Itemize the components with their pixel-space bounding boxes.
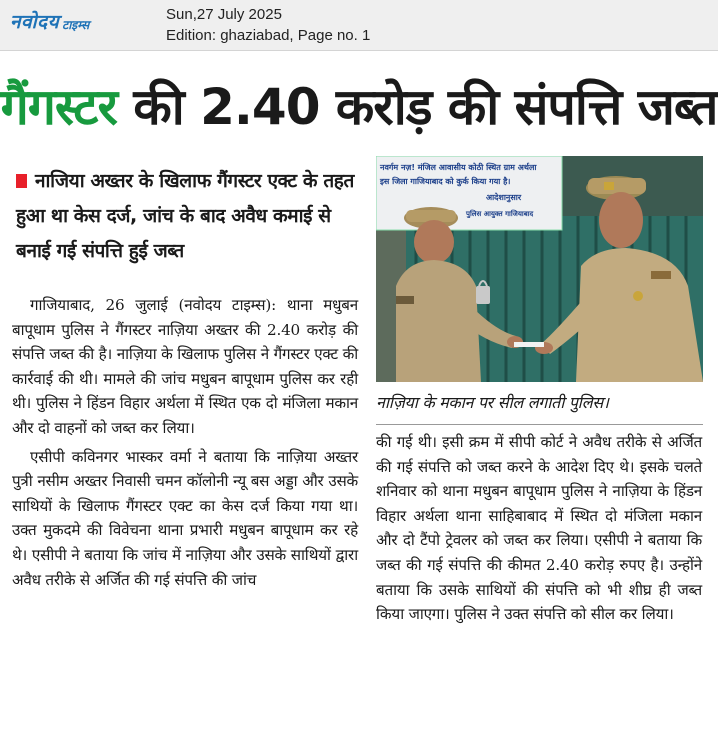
article-paragraph: एसीपी कविनगर भास्कर वर्मा ने बताया कि नाज़िया अख्तर पुत्री नसीम अख्तर निवासी चमन कॉलोनी न्यू बस अड्डा और उसके साथियों के खिलाफ गैंगस्टर एक्ट का केस दर्ज किया गया था। उक्त मुकदमे की विवेचना थाना प्रभारी मधुबन बापूधाम कर रहे थे। एसीपी ने बताया कि जांच में नाज़िया और उसके साथियों द्वारा अवैध तरीके से अर्जित की गई संपत्ति की जांच — [12, 447, 358, 589]
police-sealing-photo — [376, 156, 703, 382]
article-left-column — [12, 293, 358, 592]
edition-date: Sun,27 July 2025 — [166, 6, 282, 23]
edition-page-info: Edition: ghaziabad, Page no. 1 — [166, 27, 371, 44]
caption-divider — [376, 424, 703, 425]
notice-board-line1: नवर्गम नज़! मंजिल आवासीय कोठी स्थित ग्राम अर्थला — [380, 163, 537, 172]
article-right-column — [376, 430, 702, 627]
article-subhead — [16, 164, 354, 269]
notice-board-line2: इस जिला गाजियाबाद को कुर्क किया गया है। — [380, 177, 511, 186]
headline-rest: की 2.40 करोड़ की संपत्ति जब्त — [116, 78, 718, 136]
subhead-text: नाजिया अख्तर के खिलाफ गैंगस्टर एक्ट के तहत हुआ था केस दर्ज, जांच के बाद अवैध कमाई से बनाई गई संपत्ति हुई जब्त — [16, 170, 354, 262]
article-paragraph: की गई थी। इसी क्रम में सीपी कोर्ट ने अवैध तरीके से अर्जित की गई संपत्ति को जब्त करने के आदेश दिए थे। इसके चलते शनिवार को थाना मधुबन बापूधाम पुलिस ने नाज़िया के हिंडन विहार अर्थला थाना साहिबाबाद में स्थित दो मंजिला मकान और दो टैंपो ट्रेवलर को जब्त कर लिया। एसीपी ने बताया कि जब्त की गई संपत्ति की कीमत 2.40 करोड़ रुपए है। उन्होंने बताया कि उसके साथियों की संपत्ति को भी शीघ्र ही जब्त किया जाएगा। पुलिस ने उक्त संपत्ति को सील कर लिया। — [376, 433, 702, 624]
article-paragraph: गाजियाबाद, 26 जुलाई (नवोदय टाइम्स): थाना मधुबन बापूधाम पुलिस ने गैंगस्टर नाज़िया अख्तर की 2.40 करोड़ की संपत्ति जब्त की है। नाज़िया के खिलाफ पुलिस ने गैंगस्टर एक्ट की कार्रवाई की थी। मामले की जांच मधुबन बापूधाम पुलिस कर रही थी। पुलिस ने हिंडन विहार अर्थला में स्थित एक दो मंजिला मकान और दो वाहनों को जब्त कर लिया। — [12, 296, 358, 437]
subhead-bullet-icon — [16, 174, 27, 188]
newspaper-logo[interactable] — [10, 6, 140, 32]
article-headline — [0, 62, 718, 152]
logo-main-text: नवोदय — [10, 11, 60, 33]
photo-caption: नाज़िया के मकान पर सील लगाती पुलिस। — [376, 393, 609, 412]
notice-board-line4: पुलिस आयुक्त गाजियाबाद — [466, 210, 534, 218]
headline-highlight: गैंगस्टर — [0, 78, 117, 136]
logo-sub-text: टाइम्स — [62, 17, 90, 32]
notice-board-line3: आदेशानुसार — [486, 193, 522, 202]
edition-header-bar — [0, 0, 718, 51]
article-photo — [376, 156, 703, 382]
seal-paper-strip — [514, 342, 544, 347]
